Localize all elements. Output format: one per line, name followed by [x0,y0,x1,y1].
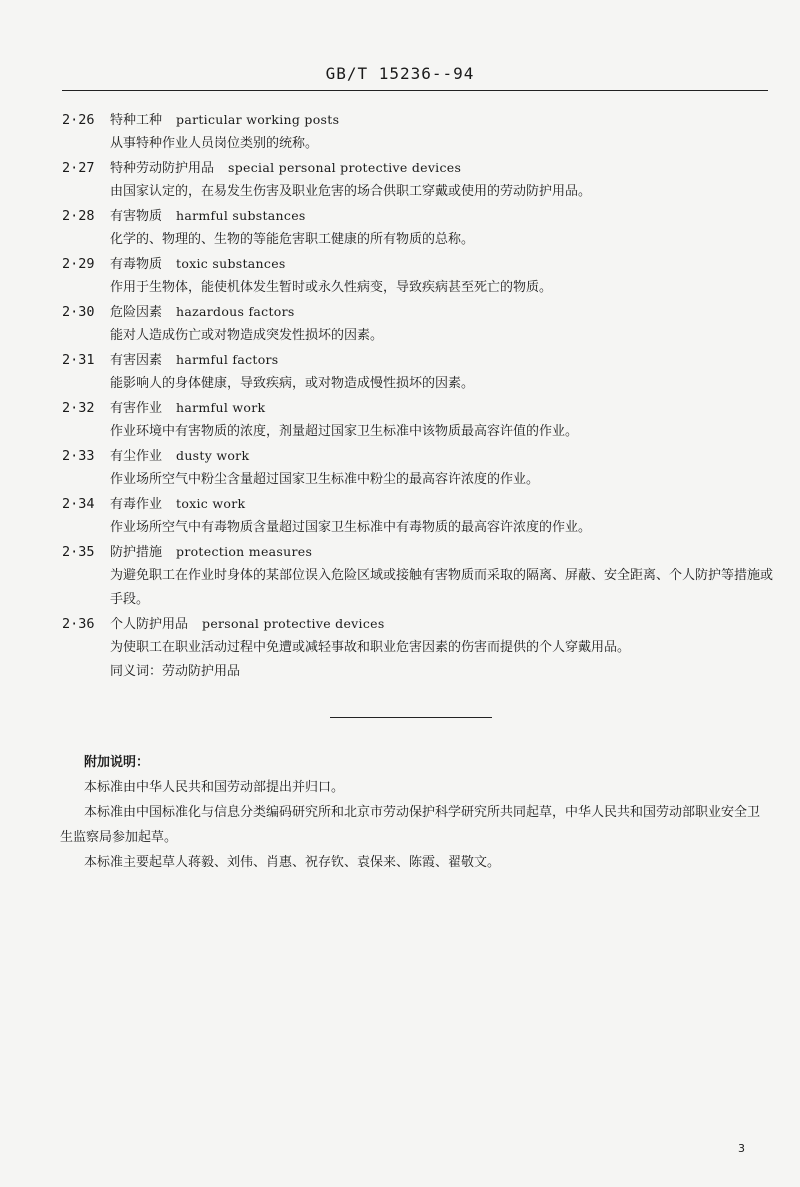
term-number: 2·32 [62,400,95,416]
term-entry [62,108,782,156]
term-entry [62,348,782,396]
notes-title: 附加说明： [84,755,150,770]
term-chinese: 有害因素 [110,353,163,368]
term-number: 2·31 [62,352,95,368]
term-english: personal protective devices [202,616,385,631]
term-entry [62,540,782,612]
term-chinese: 危险因素 [110,305,163,320]
term-english: special personal protective devices [228,160,462,175]
term-english: harmful factors [176,352,279,367]
term-chinese: 有毒作业 [110,497,163,512]
term-definition: 能影响人的身体健康，导致疾病，或对物造成慢性损坏的因素。 [110,376,475,391]
term-english: particular working posts [176,112,340,127]
page-number: 3 [738,1142,745,1155]
term-chinese: 有毒物质 [110,257,163,272]
term-english: hazardous factors [176,304,295,319]
term-number: 2·36 [62,616,95,632]
term-number: 2·30 [62,304,95,320]
term-english: toxic substances [176,256,286,271]
term-entry [62,492,782,540]
term-english: harmful substances [176,208,306,223]
term-number: 2·26 [62,112,95,128]
term-entry [62,156,782,204]
term-chinese: 有尘作业 [110,449,163,464]
notes-paragraph: 本标准主要起草人蒋毅、刘伟、肖惠、祝存钦、袁保来、陈霞、翟敬文。 [84,855,501,870]
term-definition: 作业场所空气中粉尘含量超过国家卫生标准中粉尘的最高容许浓度的作业。 [110,472,540,487]
term-entry [62,612,782,684]
notes-paragraph: 本标准由中华人民共和国劳动部提出并归口。 [84,780,345,795]
term-chinese: 有害作业 [110,401,163,416]
term-definition: 由国家认定的，在易发生伤害及职业危害的场合供职工穿戴或使用的劳动防护用品。 [110,184,592,199]
term-english: toxic work [176,496,246,511]
term-chinese: 防护措施 [110,545,163,560]
term-english: harmful work [176,400,266,415]
term-number: 2·35 [62,544,95,560]
term-definition: 为避免职工在作业时身体的某部位误入危险区域或接触有害物质而采取的隔离、屏蔽、安全距离、个人防护等措施或手段。 [110,568,774,607]
term-definition: 能对人造成伤亡或对物造成突发性损坏的因素。 [110,328,384,343]
term-chinese: 特种工种 [110,113,163,128]
term-number: 2·27 [62,160,95,176]
term-definition: 化学的、物理的、生物的等能危害职工健康的所有物质的总称。 [110,232,475,247]
additional-notes [60,750,772,875]
term-definition: 作业环境中有害物质的浓度，剂量超过国家卫生标准中该物质最高容许值的作业。 [110,424,579,439]
term-definition: 为使职工在职业活动过程中免遭或减轻事故和职业危害因素的伤害而提供的个人穿戴用品。 [110,640,631,655]
term-definition: 作业场所空气中有毒物质含量超过国家卫生标准中有毒物质的最高容许浓度的作业。 [110,520,592,535]
term-number: 2·29 [62,256,95,272]
term-entry [62,252,782,300]
standard-code-header: GB/T 15236--94 [325,64,475,83]
term-chinese: 有害物质 [110,209,163,224]
term-chinese: 个人防护用品 [110,617,189,632]
term-entry [62,444,782,492]
term-entry [62,396,782,444]
term-number: 2·28 [62,208,95,224]
term-number: 2·34 [62,496,95,512]
term-synonym: 同义词：劳动防护用品 [110,664,241,679]
term-definition: 作用于生物体，能使机体发生暂时或永久性病变，导致疾病甚至死亡的物质。 [110,280,553,295]
term-entry [62,300,782,348]
term-number: 2·33 [62,448,95,464]
term-english: protection measures [176,544,313,559]
term-definition: 从事特种作业人员岗位类别的统称。 [110,136,319,151]
notes-paragraph: 本标准由中国标准化与信息分类编码研究所和北京市劳动保护科学研究所共同起草，中华人民共和国劳动部职业安全卫生监察局参加起草。 [60,805,761,845]
terms-list [62,108,782,684]
term-chinese: 特种劳动防护用品 [110,161,215,176]
end-of-text-rule [330,717,492,718]
term-entry [62,204,782,252]
term-english: dusty work [176,448,250,463]
header-rule [62,90,768,91]
